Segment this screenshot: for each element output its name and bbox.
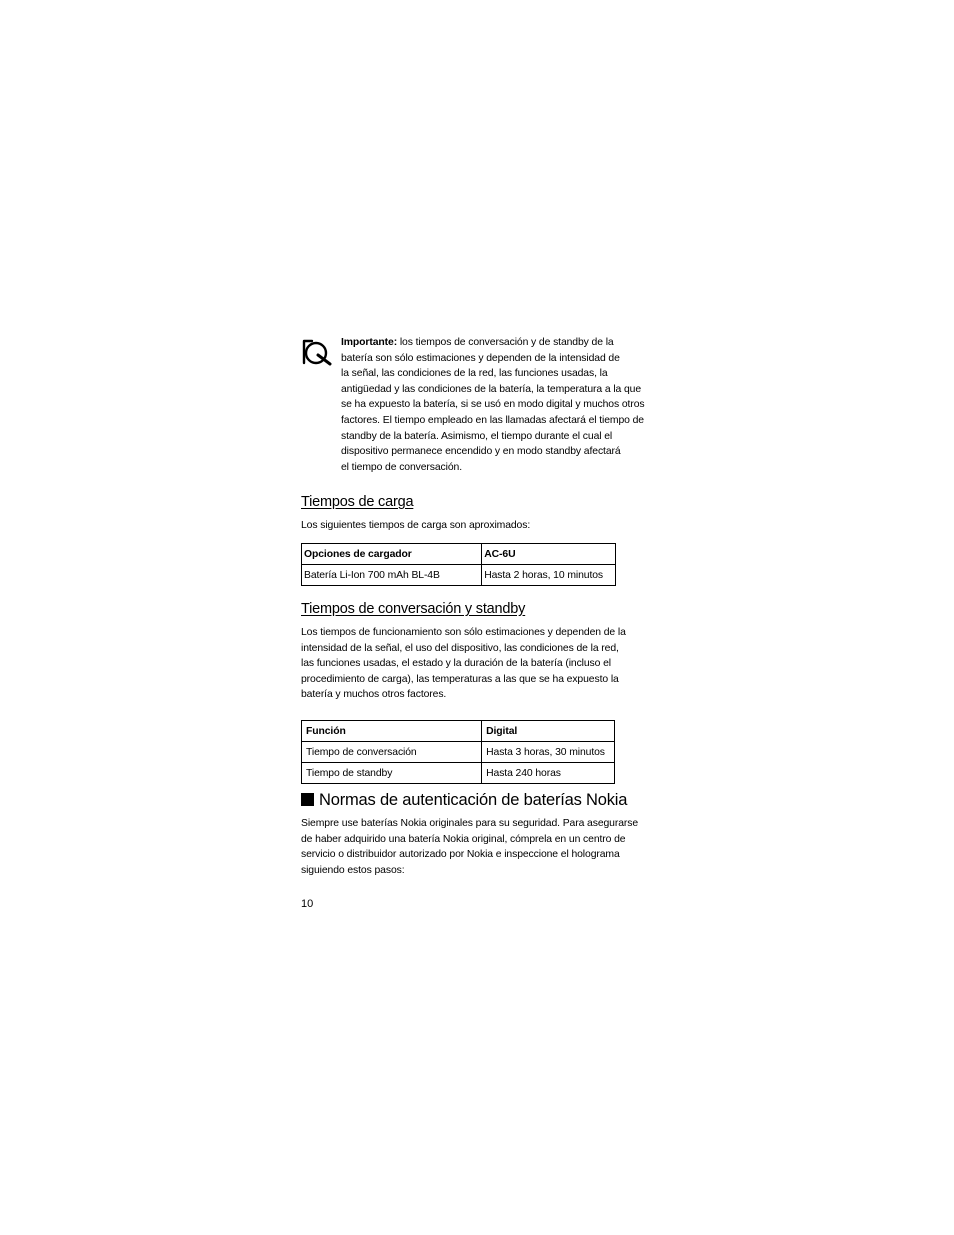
auth-paragraph: Siempre use baterías Nokia originales para su seguridad. Para asegurarse de haber adquirido una batería Nokia original, cómprela en un centro de servicio o distribuidor autorizado por Nokia e inspeccione el holograma siguiendo estos pasos: (301, 818, 639, 876)
table-row (302, 565, 616, 586)
table-header-cell: Opciones de cargador (302, 544, 482, 565)
table-cell: Tiempo de standby (302, 763, 482, 784)
table-cell: Tiempo de conversación (302, 742, 482, 763)
table-cell: Hasta 2 horas, 10 minutos (482, 565, 616, 586)
talk-standby-heading: Tiempos de conversación y standby (301, 601, 526, 617)
table-cell: Hasta 240 horas (482, 763, 615, 784)
table-cell: Hasta 3 horas, 30 minutos (482, 742, 615, 763)
note-line: se ha expuesto la batería, si se usó en modo digital y muchos otros (341, 399, 645, 411)
note-line: antigüedad y las condiciones de la batería, la temperatura a la que (341, 383, 642, 395)
note-line: batería son sólo estimaciones y dependen de la intensidad de (341, 352, 620, 364)
charging-intro: Los siguientes tiempos de carga son aproximados: (301, 520, 531, 531)
charging-heading: Tiempos de carga (301, 494, 414, 510)
page-number: 10 (301, 898, 314, 910)
talk-standby-paragraph: Los tiempos de funcionamiento son sólo estimaciones y dependen de la intensidad de la señal, el uso del dispositivo, las condiciones de la red, las funciones usadas, el estado y la duración de la batería (incluso el procedimiento de carga), las temperaturas a las que se ha expuesto la batería y muchos otros factores. (301, 627, 626, 701)
note-line: la señal, las condiciones de la red, las funciones usadas, la (341, 368, 608, 380)
charging-table (301, 543, 616, 586)
note-line: factores. El tiempo empleado en las llamadas afectará el tiempo de (341, 414, 644, 426)
table-header-cell: AC-6U (482, 544, 616, 565)
table-cell: Batería Li-Ion 700 mAh BL-4B (302, 565, 482, 586)
important-note: Importante: los tiempos de conversación y de standby de la batería son sólo estimaciones y dependen de la intensidad de la señal, las condiciones de la red, las funciones usadas, la antigüedad y las condiciones de la batería, la temperatura a la que se ha expuesto la batería, si se usó en modo digital y muchos otros factores. El tiempo empleado en las llamadas afectará el tiempo de standby de la batería. Asimismo, el tiempo durante el cual el dispositivo permanece encendido y en modo standby afectará el tiempo de conversación. (341, 335, 663, 475)
important-note-icon (301, 338, 335, 366)
table-row (302, 742, 615, 763)
note-line: dispositivo permanece encendido y en modo standby afectará (341, 446, 621, 458)
table-header-cell: Digital (482, 721, 615, 742)
table-row (302, 763, 615, 784)
section-square-icon (301, 793, 314, 806)
table-header-row (302, 544, 616, 565)
note-line: standby de la batería. Asimismo, el tiempo durante el cual el (341, 430, 613, 442)
table-header-row (302, 721, 615, 742)
table-header-cell: Función (302, 721, 482, 742)
auth-heading: Normas de autenticación de baterías Nokia (301, 791, 627, 810)
note-line: el tiempo de conversación. (341, 461, 463, 473)
talk-standby-table (301, 720, 615, 784)
note-label: Importante: (341, 337, 398, 348)
